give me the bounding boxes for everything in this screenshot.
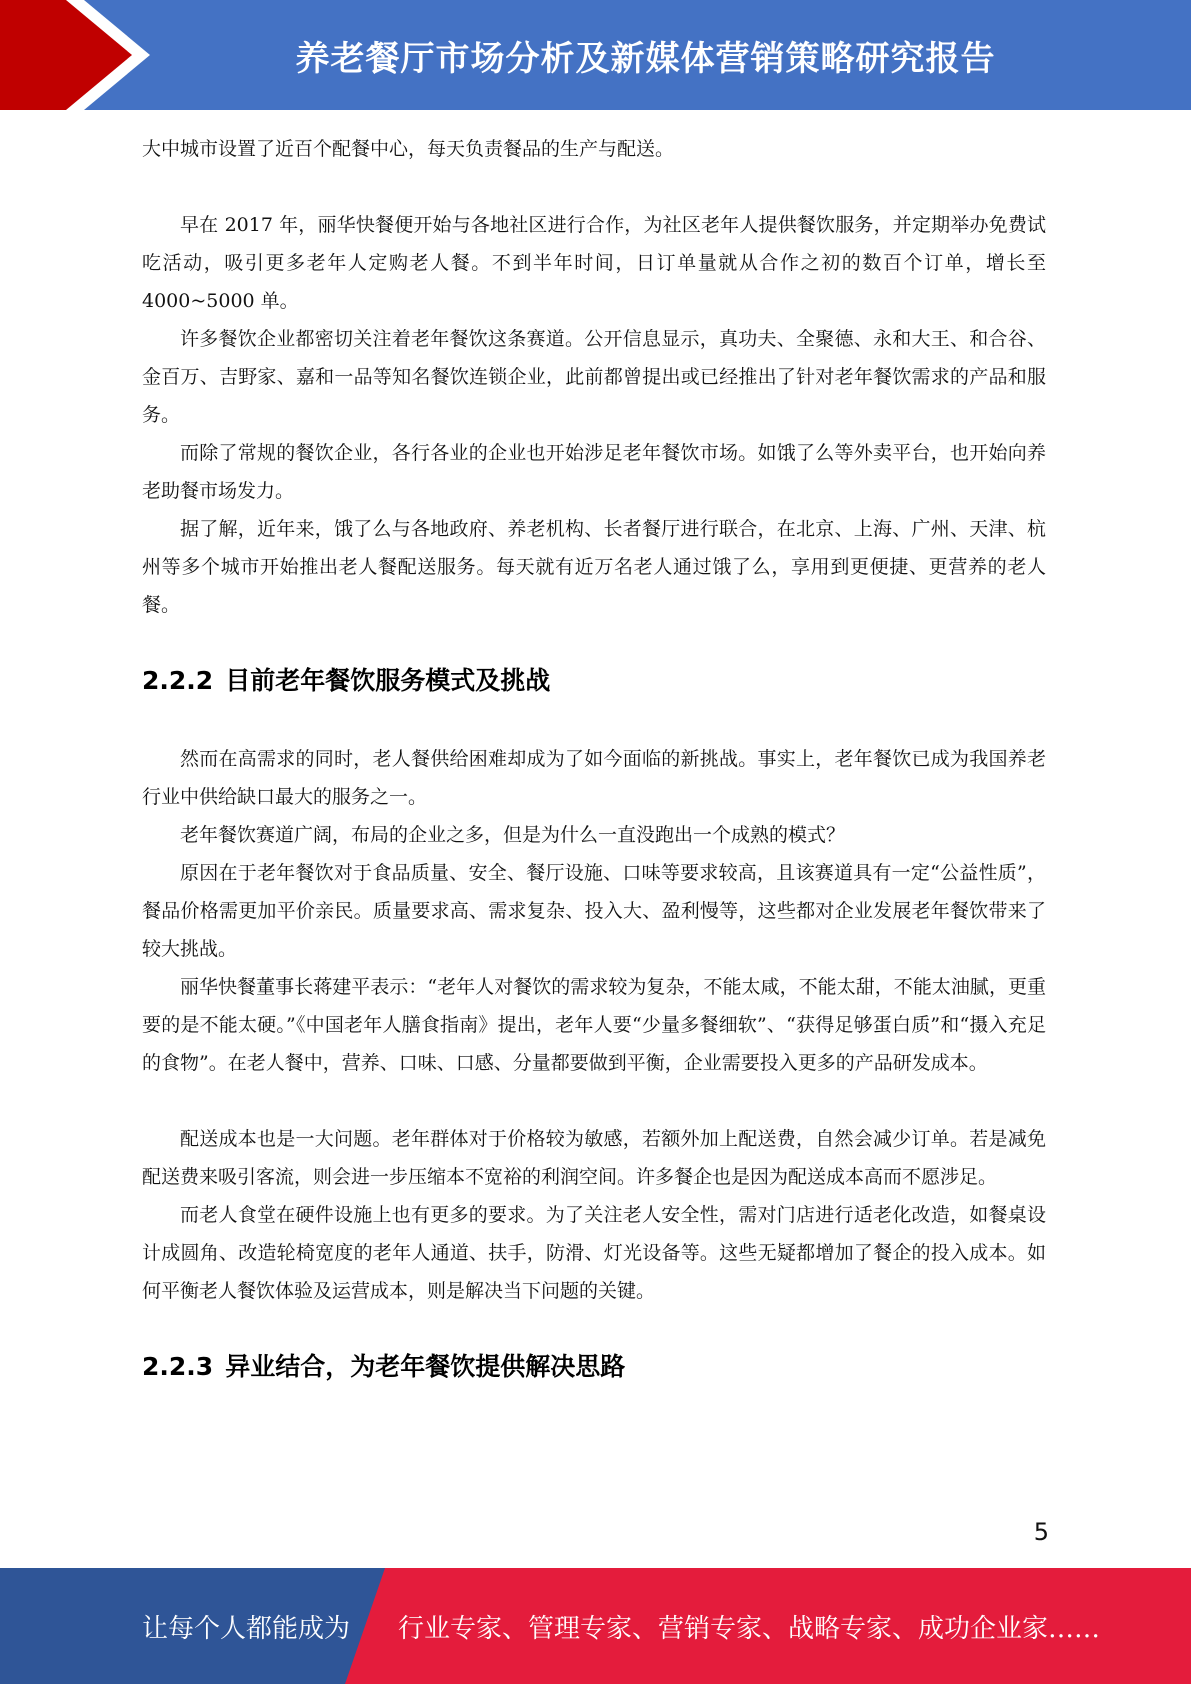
- paragraph: 而老人食堂在硬件设施上也有更多的要求。为了关注老人安全性，需对门店进行适老化改造，如餐桌设计成圆角、改造轮椅宽度的老年人通道、扶手，防滑、灯光设备等。这些无疑都增加了餐企的投入成本。如何平衡老人餐饮体验及运营成本，则是解决当下问题的关键。: [142, 1204, 1046, 1302]
- paragraph: 老年餐饮赛道广阔，布局的企业之多，但是为什么一直没跑出一个成熟的模式？: [180, 824, 846, 846]
- paragraph: 许多餐饮企业都密切关注着老年餐饮这条赛道。公开信息显示，真功夫、全聚德、永和大王、和合谷、金百万、吉野家、嘉和一品等知名餐饮连锁企业，此前都曾提出或已经推出了针对老年餐饮需求的产品和服务。: [142, 328, 1046, 426]
- document-body: [142, 130, 1046, 1387]
- spacer: [142, 701, 1046, 740]
- section-heading-2-2-2: [142, 661, 1046, 701]
- paragraph: 早在 2017 年，丽华快餐便开始与各地社区进行合作，为社区老年人提供餐饮服务，并定期举办免费试吃活动，吸引更多老年人定购老人餐。不到半年时间，日订单量就从合作之初的数百个订单，增长至 4000~5000 单。: [142, 214, 1046, 312]
- spacer: [142, 1310, 1046, 1347]
- spacer: [142, 624, 1046, 661]
- section-title: 目前老年餐饮服务模式及挑战: [225, 666, 551, 695]
- paragraph: 配送成本也是一大问题。老年群体对于价格较为敏感，若额外加上配送费，自然会减少订单。若是减免配送费来吸引客流，则会进一步压缩本不宽裕的利润空间。许多餐企也是因为配送成本高而不愿涉足。: [142, 1128, 1046, 1188]
- spacer: [142, 1082, 1046, 1120]
- section-title: 异业结合，为老年餐饮提供解决思路: [225, 1352, 626, 1381]
- spacer: [142, 168, 1046, 206]
- footer-banner: [0, 1568, 1191, 1684]
- paragraph: 而除了常规的餐饮企业，各行各业的企业也开始涉足老年餐饮市场。如饿了么等外卖平台，也开始向养老助餐市场发力。: [142, 442, 1046, 502]
- section-number: 2.2.3: [142, 1352, 214, 1381]
- section-heading-2-2-3: [142, 1347, 1046, 1387]
- footer-slogan-right: 行业专家、管理专家、营销专家、战略专家、成功企业家……: [398, 1613, 1101, 1644]
- paragraph: 大中城市设置了近百个配餐中心，每天负责餐品的生产与配送。: [142, 138, 675, 160]
- paragraph: 据了解，近年来，饿了么与各地政府、养老机构、长者餐厅进行联合，在北京、上海、广州、天津、杭州等多个城市开始推出老人餐配送服务。每天就有近万名老人通过饿了么，享用到更便捷、更营养的老人餐。: [142, 518, 1046, 616]
- paragraph: 丽华快餐董事长蒋建平表示：“老年人对餐饮的需求较为复杂，不能太咸，不能太甜，不能太油腻，更重要的是不能太硬。”《中国老年人膳食指南》提出，老年人要“少量多餐细软”、“获得足够蛋白质”和“摄入充足的食物”。在老人餐中，营养、口味、口感、分量都要做到平衡，企业需要投入更多的产品研发成本。: [142, 976, 1046, 1074]
- header-banner: [0, 0, 1191, 110]
- footer-slogan-left: 让每个人都能成为: [142, 1613, 351, 1644]
- header-chevron-red: [0, 0, 132, 110]
- paragraph: 然而在高需求的同时，老人餐供给困难却成为了如今面临的新挑战。事实上，老年餐饮已成为我国养老行业中供给缺口最大的服务之一。: [142, 748, 1046, 808]
- paragraph: 原因在于老年餐饮对于食品质量、安全、餐厅设施、口味等要求较高，且该赛道具有一定“公益性质”，餐品价格需更加平价亲民。质量要求高、需求复杂、投入大、盈利慢等，这些都对企业发展老年餐饮带来了较大挑战。: [142, 862, 1046, 960]
- page-number: 5: [1033, 1518, 1049, 1546]
- report-title: 养老餐厅市场分析及新媒体营销策略研究报告: [295, 38, 996, 79]
- section-number: 2.2.2: [142, 666, 214, 695]
